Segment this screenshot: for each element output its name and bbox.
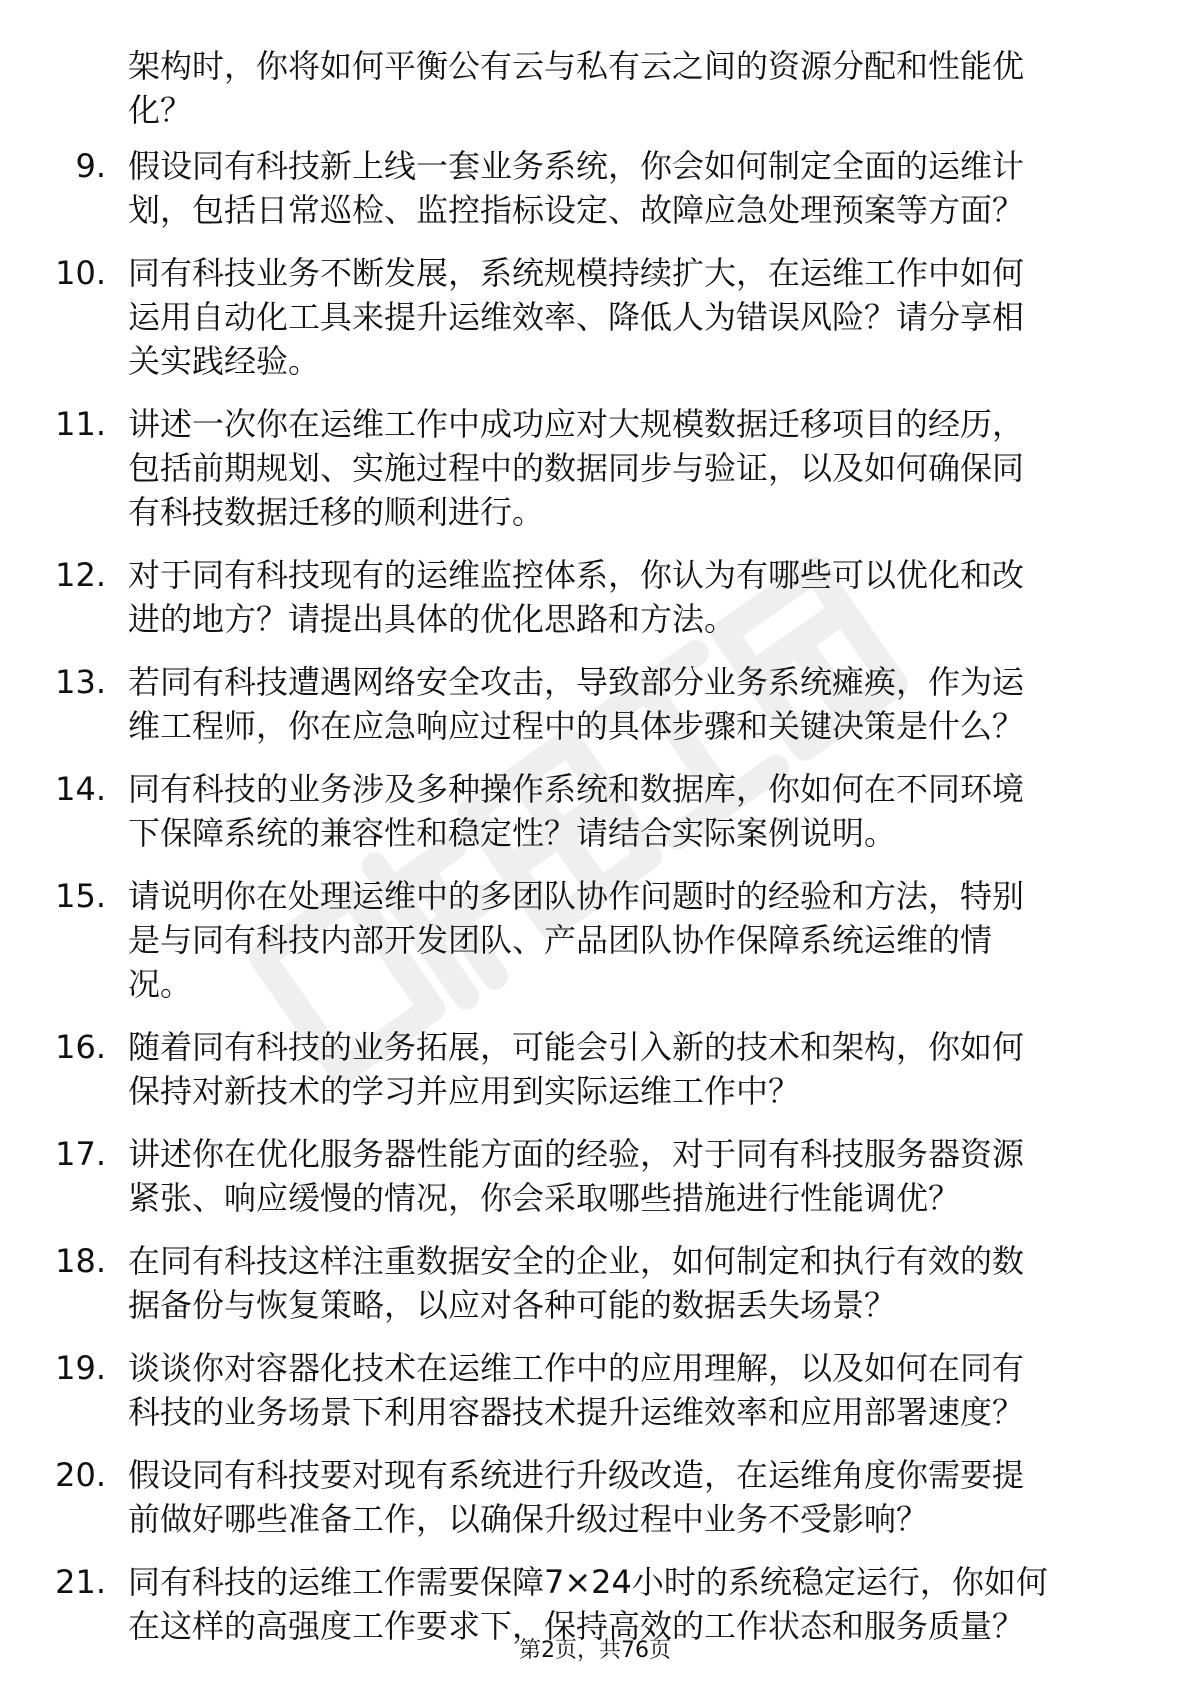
question-number: 21.: [55, 1563, 106, 1601]
question-text: [128, 1346, 1128, 1434]
question-line: 讲述一次你在运维工作中成功应对大规模数据迁移项目的经历，: [128, 405, 1025, 443]
question-line: 同有科技的业务涉及多种操作系统和数据库，你如何在不同环境: [128, 770, 1025, 808]
question-line: 在同有科技这样注重数据安全的企业，如何制定和执行有效的数: [128, 1242, 1025, 1280]
question-number: 15.: [55, 877, 106, 915]
question-line: 假设同有科技要对现有系统进行升级改造，在运维角度你需要提: [128, 1456, 1025, 1494]
question-text: [128, 1560, 1128, 1648]
question-number: 10.: [55, 254, 106, 292]
question-line: 紧张、响应缓慢的情况，你会采取哪些措施进行性能调优？: [128, 1179, 961, 1217]
question-line: 维工程师，你在应急响应过程中的具体步骤和关键决策是什么？: [128, 707, 1025, 745]
question-number: 11.: [55, 405, 106, 443]
question-number: 12.: [55, 556, 106, 594]
question-line: 前做好哪些准备工作，以确保升级过程中业务不受影响？: [128, 1500, 929, 1538]
question-line: 对于同有科技现有的运维监控体系，你认为有哪些可以优化和改: [128, 556, 1025, 594]
question-number: 18.: [55, 1242, 106, 1280]
continuation-line: 化？: [128, 91, 193, 129]
question-text: [128, 251, 1128, 383]
question-line: 同有科技的运维工作需要保障7×24小时的系统稳定运行，你如何: [128, 1563, 1048, 1601]
question-line: 有科技数据迁移的顺利进行。: [128, 493, 545, 531]
question-number: 17.: [55, 1135, 106, 1173]
question-line: 科技的业务场景下利用容器技术提升运维效率和应用部署速度？: [128, 1393, 1025, 1431]
question-line: 随着同有科技的业务拓展，可能会引入新的技术和架构，你如何: [128, 1028, 1025, 1066]
question-line: 下保障系统的兼容性和稳定性？请结合实际案例说明。: [128, 814, 897, 852]
question-text: [128, 660, 1128, 748]
question-line: 是与同有科技内部开发团队、产品团队协作保障系统运维的情: [128, 921, 993, 959]
question-number: 14.: [55, 770, 106, 808]
question-number: 19.: [55, 1349, 106, 1387]
question-number: 9.: [75, 147, 106, 185]
question-text: [128, 402, 1128, 534]
question-line: 划，包括日常巡检、监控指标设定、故障应急处理预案等方面？: [128, 191, 1025, 229]
page-footer: 第2页，共76页: [519, 1638, 671, 1663]
question-number: 16.: [55, 1028, 106, 1066]
question-line: 谈谈你对容器化技术在运维工作中的应用理解，以及如何在同有: [128, 1349, 1025, 1387]
question-number: 20.: [55, 1456, 106, 1494]
question-text: [128, 874, 1128, 1006]
question-number: 13.: [55, 663, 106, 701]
question-text: [128, 767, 1128, 855]
question-line: 运用自动化工具来提升运维效率、降低人为错误风险？请分享相: [128, 298, 1025, 336]
question-text: [128, 553, 1128, 641]
question-line: 保持对新技术的学习并应用到实际运维工作中？: [128, 1072, 801, 1110]
question-text: [128, 1025, 1128, 1113]
question-line: 同有科技业务不断发展，系统规模持续扩大，在运维工作中如何: [128, 254, 1025, 292]
question-line: 请说明你在处理运维中的多团队协作问题时的经验和方法，特别: [128, 877, 1025, 915]
question-line: 假设同有科技新上线一套业务系统，你会如何制定全面的运维计: [128, 147, 1025, 185]
question-line: 讲述你在优化服务器性能方面的经验，对于同有科技服务器资源: [128, 1135, 1025, 1173]
question-line: 关实践经验。: [128, 342, 321, 380]
question-text: [128, 144, 1128, 232]
question-line: 据备份与恢复策略，以应对各种可能的数据丢失场景？: [128, 1286, 897, 1324]
question-line: 在这样的高强度工作要求下，保持高效的工作状态和服务质量？: [128, 1607, 1025, 1645]
question-line: 若同有科技遭遇网络安全攻击，导致部分业务系统瘫痪，作为运: [128, 663, 1025, 701]
continuation-line: 架构时，你将如何平衡公有云与私有云之间的资源分配和性能优: [128, 47, 1025, 85]
question-text: [128, 1239, 1128, 1327]
question-line: 包括前期规划、实施过程中的数据同步与验证，以及如何确保同: [128, 449, 1025, 487]
question-line: 况。: [128, 965, 193, 1003]
question-text: [128, 1453, 1128, 1541]
question-text: [128, 1132, 1128, 1220]
question-line: 进的地方？请提出具体的优化思路和方法。: [128, 600, 737, 638]
